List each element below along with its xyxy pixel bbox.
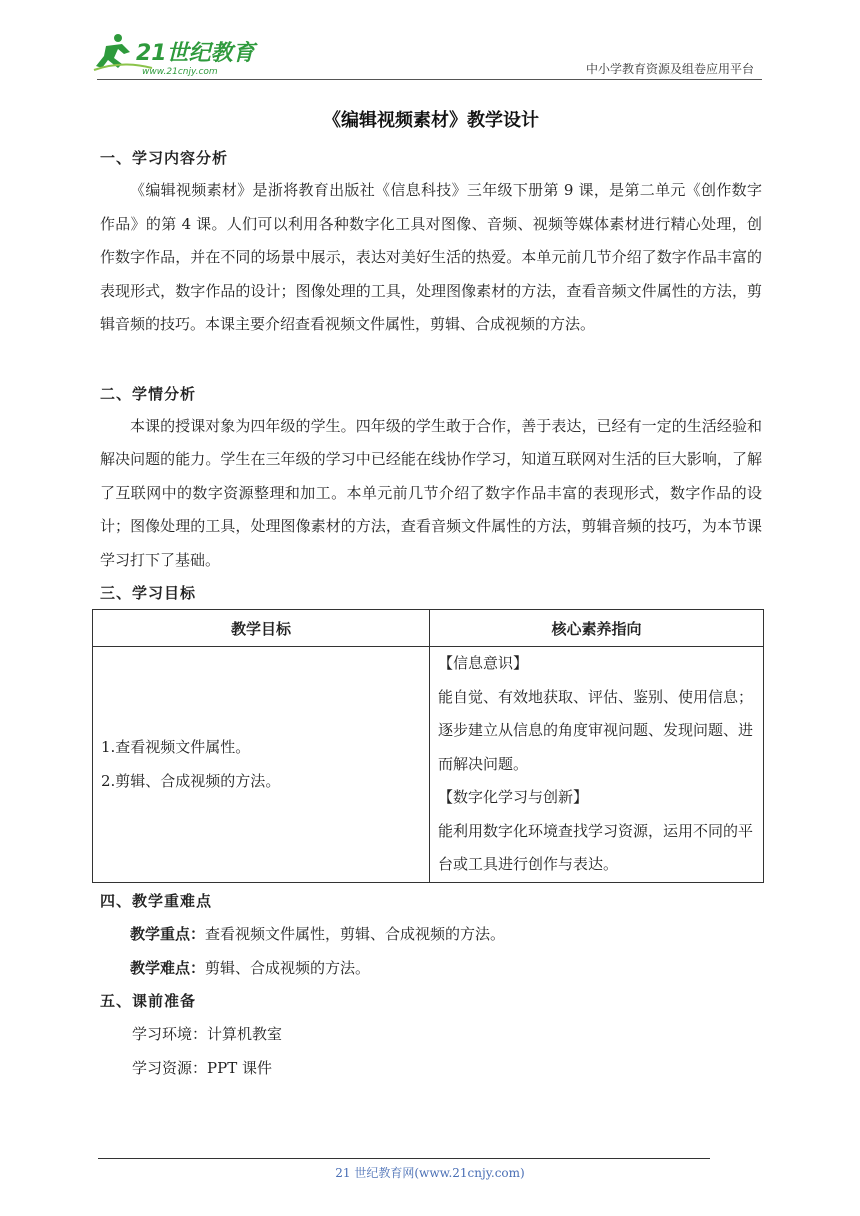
key-point-label: 教学重点： [130, 924, 206, 943]
section-heading-preparation: 五、课前准备 [100, 991, 197, 1010]
svg-text:21世纪教育: 21世纪教育 [136, 41, 255, 66]
goal-item: 2.剪辑、合成视频的方法。 [101, 772, 281, 791]
table-header-row [93, 610, 764, 647]
core-item: 能利用数字化环境查找学习资源，运用不同的平台或工具进行创作与表达。 [438, 821, 754, 873]
footer-link[interactable]: 21 世纪教育网(www.21cnjy.com) [335, 1166, 525, 1180]
section-heading-key-points: 四、教学重难点 [100, 891, 213, 910]
key-point-line [100, 917, 762, 951]
key-point-text: 查看视频文件属性，剪辑、合成视频的方法。 [205, 924, 506, 943]
difficulty-line [100, 951, 762, 985]
resource-line [100, 1051, 762, 1085]
col-header-goals: 教学目标 [93, 610, 430, 647]
platform-label: 中小学教育资源及组卷应用平台 [585, 62, 754, 76]
table-row [93, 647, 764, 883]
document-body [100, 100, 762, 1085]
resource-label: 学习资源： [132, 1058, 208, 1077]
difficulty-text: 剪辑、合成视频的方法。 [205, 958, 371, 977]
objectives-table [92, 609, 764, 883]
section-heading-learner-analysis: 二、学情分析 [100, 384, 197, 403]
environment-line [100, 1017, 762, 1051]
content-analysis-paragraph: 《编辑视频素材》是浙将教育出版社《信息科技》三年级下册第 9 课，是第二单元《创作数字作品》的第 4 课。人们可以利用各种数字化工具对图像、音频、视频等媒体素材进行精心处理，创作数字作品，并在不同的场景中展示，表达对美好生活的热爱。本单元前几节介绍了数字作品丰富的表现形式，数字作品的设计；图像处理的工具，处理图像素材的方法，查看音频文件属性的方法，剪辑音频的技巧。本课主要介绍查看视频文件属性，剪辑、合成视频的方法。 [100, 181, 762, 333]
section-spacer [100, 342, 762, 378]
page-header [0, 0, 860, 90]
document-title: 《编辑视频素材》教学设计 [323, 110, 539, 131]
core-item: 【数字化学习与创新】 [438, 788, 589, 806]
header-divider [97, 79, 762, 80]
goal-item: 1.查看视频文件属性。 [101, 738, 251, 757]
logo-21cnjy[interactable] [92, 30, 262, 80]
col-header-core: 核心素养指向 [430, 610, 764, 647]
section-heading-content-analysis: 一、学习内容分析 [100, 149, 229, 167]
difficulty-label: 教学难点： [130, 958, 206, 977]
core-item: 【信息意识】 [438, 654, 529, 672]
goals-cell [93, 647, 430, 883]
core-cell [430, 647, 764, 883]
footer-divider [98, 1158, 710, 1159]
svg-text:www.21cnjy.com: www.21cnjy.com [142, 67, 218, 77]
environment-label: 学习环境： [132, 1024, 208, 1043]
learner-analysis-paragraph: 本课的授课对象为四年级的学生。四年级的学生敢于合作，善于表达，已经有一定的生活经验和解决问题的能力。学生在三年级的学习中已经能在线协作学习，知道互联网对生活的巨大影响，了解了互联网中的数字资源整理和加工。本单元前几节介绍了数字作品丰富的表现形式，数字作品的设计；图像处理的工具，处理图像素材的方法，查看音频文件属性的方法，剪辑音频的技巧，为本节课学习打下了基础。 [100, 416, 762, 569]
environment-value: 计算机教室 [207, 1024, 283, 1043]
section-heading-objectives: 三、学习目标 [100, 584, 197, 602]
core-item: 能自觉、有效地获取、评估、鉴别、使用信息；逐步建立从信息的角度审视问题、发现问题、进而解决问题。 [438, 687, 754, 773]
resource-value: PPT 课件 [207, 1058, 272, 1077]
